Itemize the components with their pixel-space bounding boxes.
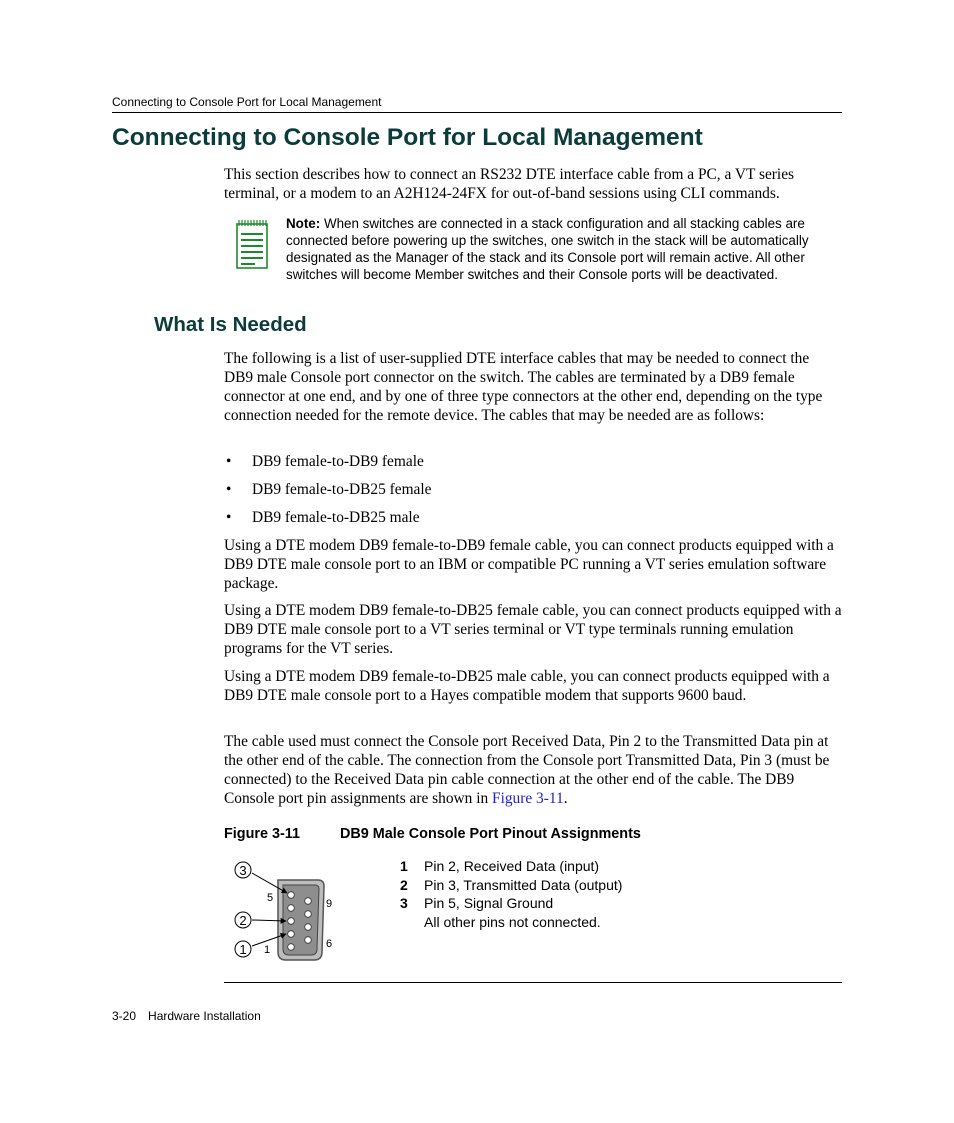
legend-text: Pin 5, Signal Ground [424,895,554,912]
figure-link[interactable]: Figure 3-11 [492,790,564,807]
pin-8 [305,911,312,918]
bullet-item: • DB9 female-to-DB25 female [226,481,432,498]
paragraph-db9-db25-male: Using a DTE modem DB9 female-to-DB25 male cable, you can connect products equipped with a DB9 DTE male console port to a Hayes compatible modem that supports 9600 baud. [224,668,830,704]
callout-number: 2 [239,913,247,928]
paragraph-end: . [563,790,568,807]
figure-title: DB9 Male Console Port Pinout Assignments [339,826,641,842]
header-rule [112,112,842,113]
legend-number [400,913,424,932]
callout-number: 1 [239,942,247,957]
callout-number: 3 [239,863,247,878]
pin-label: 6 [326,938,333,950]
pin-label: 1 [264,944,271,956]
legend-number: 3 [400,895,408,912]
pin-label: 5 [267,892,274,904]
paragraph-db9-db9: Using a DTE modem DB9 female-to-DB9 female cable, you can connect products equipped with a DB9 DTE male console port to an IBM or compatible PC running a VT series emulation software package. [224,537,834,592]
legend-row [400,876,622,895]
bullet-text: DB9 female-to-DB9 female [252,453,424,470]
pin-3 [288,918,295,925]
pin-9 [305,898,312,905]
note [286,215,842,283]
note-pad-icon [235,218,269,270]
figure-number: Figure 3-11 [224,826,300,842]
pin-6 [305,937,312,944]
figure-legend [400,857,622,931]
bullet-text: DB9 female-to-DB25 male [252,509,420,526]
figure-caption [224,826,641,842]
pin-2 [288,931,295,938]
page-footer [112,1009,261,1023]
legend-row [400,913,622,932]
section-title: What Is Needed [154,313,307,336]
page-title: Connecting to Console Port for Local Management [112,124,703,151]
paragraph-db9-db25-female: Using a DTE modem DB9 female-to-DB25 female cable, you can connect products equipped with a DB9 DTE male console port to a VT series terminal or VT type terminals running emulation programs for the VT series. [224,602,842,657]
db9-connector-diagram [230,856,350,966]
paragraph-cables-intro: The following is a list of user-supplied DTE interface cables that may be needed to connect the DB9 male Console port connector on the switch. The cables are terminated by a DB9 female connector at one end, and by one of three type connectors at the other end, depending on the type connection needed for the remote device. The cables that may be needed are as follows: [224,350,823,424]
legend-text: Pin 3, Transmitted Data (output) [424,876,623,893]
pin-4 [288,905,295,912]
legend-number: 2 [400,876,408,893]
legend-row [400,857,622,876]
pin-label: 9 [326,898,333,910]
running-header: Connecting to Console Port for Local Management [112,95,382,109]
pin-5 [288,892,295,899]
bullet-item: • DB9 female-to-DB25 male [226,509,420,526]
page-number: 3-20 [112,1009,137,1023]
legend-row [400,894,622,913]
bullet-text: DB9 female-to-DB25 female [252,481,432,498]
pin-7 [305,924,312,931]
legend-number: 1 [400,858,408,874]
paragraph-pin-connections [224,732,842,808]
pin-1 [288,944,295,951]
intro-paragraph: This section describes how to connect an RS232 DTE interface cable from a PC, a VT series terminal, or a modem to an A2H124-24FX for out-of-band sessions using CLI commands. [224,166,795,202]
footer-rule [224,982,842,983]
paragraph-text: The cable used must connect the Console port Received Data, Pin 2 to the Transmitted Data pin at the other end of the cable. The connection from the Console port Transmitted Data, Pin 3 (must be connected) to the Received Data pin cable connection at the other end of the cable. The DB9 Console port pin assignments are shown in [224,733,830,807]
book-title: Hardware Installation [148,1009,261,1023]
note-label: Note: [286,216,321,231]
legend-text: Pin 2, Received Data (input) [424,858,600,874]
note-text: When switches are connected in a stack configuration and all stacking cables are connected before powering up the switches, one switch in the stack will be automatically designated as the Manager of the stack and its Console port will remain active. All other switches will become Member switches and their Console ports will be deactivated. [286,216,809,282]
bullet-item: • DB9 female-to-DB9 female [226,453,424,470]
legend-text: All other pins not connected. [424,913,601,930]
